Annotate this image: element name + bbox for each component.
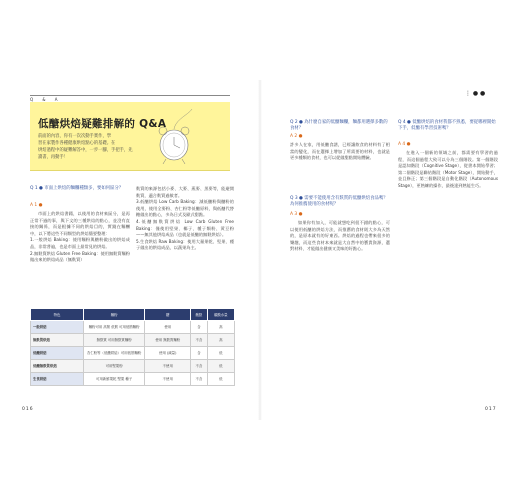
table-row xyxy=(31,321,235,334)
table-cell: 不使用 xyxy=(145,373,191,386)
table-cell: 高 xyxy=(207,334,234,347)
table-cell: 低醣烘焙 xyxy=(31,347,84,360)
table-cell: 使用 xyxy=(145,321,191,334)
table-cell: 可用新鮮果乾 堅果 種子 xyxy=(84,373,145,386)
question-1: Q 1 ● 市面上烘焙的麵糰種類多，要如何區分？ xyxy=(30,186,124,191)
table-row xyxy=(31,347,235,360)
column-header: 飽麩 xyxy=(191,309,207,321)
paragraph: 4.低醣無麩質烘焙 Low Carb Gluten Free Baking：僅使用堅果、椰子、種子類粉、黃豆粉——無其他烘焙成品（也就是低醣的無麩烘焙）。 xyxy=(136,218,234,238)
table-cell: 杏仁粉等（低醣烘焙）可用低筋麵粉 xyxy=(84,347,145,360)
table-cell: 不含 xyxy=(191,373,207,386)
table-cell: 無麩質烘焙 xyxy=(31,334,84,347)
table-cell: 含 xyxy=(191,347,207,360)
column-header: 麵粉 xyxy=(84,309,145,321)
answer-2-text: 許多人在家，用低醣食譜，已經讓飲食的材料有了相當的變化，而在選擇上增加了所需要的材料，也就是更多種類的食材，也可以從做甜點開始體驗。 xyxy=(290,142,390,161)
intro-line: 烘焙過程中的疑難解答中，一步一腳，手把手，先 xyxy=(38,148,133,153)
column-header: 特色 xyxy=(31,309,84,321)
intro-line: 讀書，再動手！ xyxy=(38,155,69,160)
answer-4-text: 在進入一個新的領域之前，都需要有學習的過程，而這個過程大致可以分為三個階段。第一個階段是認知階段（Cognitive Stage），從書本開始學習；第二個階段是聯結階段（Motor Stage），開始動手，並且修正；第三個階段是自動化階段（Autonomous Stage），更熟練的操作，最後達到熟能生巧。 xyxy=(398,150,498,188)
table-cell: 生食烘焙 xyxy=(31,373,84,386)
intro-line: 習在家製作各種健康烘焙點心的基礎。在 xyxy=(38,141,116,146)
table-cell: 高 xyxy=(207,321,234,334)
table-cell: 低 xyxy=(207,373,234,386)
alarm-clock-illustration xyxy=(148,105,200,167)
table-cell: 低醣無麩質烘焙 xyxy=(31,360,84,373)
intro-line: 前面的內容，你有一次次動手實作，學 xyxy=(38,134,112,139)
column-2 xyxy=(136,186,234,252)
paragraph: 1.一般烘焙 Baking：使用麵粉與糖粉做出的烘焙成品，非常普遍，也是市面上最常見的烘焙。 xyxy=(30,237,130,249)
table-row xyxy=(31,360,235,373)
header-marks xyxy=(465,90,485,97)
answer-4-tag: A 4 ● xyxy=(398,142,411,147)
table-cell: 不使用 xyxy=(145,360,191,373)
column-header: 碳酸水量 xyxy=(207,309,234,321)
header-marks-text: ⋮ ● ● xyxy=(465,90,486,97)
book-spine xyxy=(258,80,262,420)
page-number-left: 016 xyxy=(22,407,34,412)
baking-comparison-table xyxy=(30,308,235,386)
table-cell: 低 xyxy=(207,347,234,360)
paragraph: 3.低醣烘焙 Low Carb Baking：減低醣粉與醣粉的使用，使用全麥粉、杏仁粉等低醣原料，與低醣代替糖做出的點心，多為日式及歐式甜點。 xyxy=(136,199,234,218)
right-page xyxy=(260,0,520,500)
intro-text xyxy=(38,133,153,161)
question-2: Q 2 ● 為什麼自家的低醣麵糰，麵都用選擇多數的食材？ xyxy=(290,120,388,132)
paragraph: 麩質的來源包括小麥、大麥、燕麥、黑麥等，能避開麩質，適合麩質過敏者。 xyxy=(136,186,234,198)
page-title: 低醣烘焙疑難排解的 Q&A xyxy=(38,118,167,130)
table-row xyxy=(31,334,235,347)
table-cell: 含 xyxy=(191,321,207,334)
page-number-right: 017 xyxy=(485,407,497,412)
table-cell: 使用 無麩質麵粉 xyxy=(145,334,191,347)
paragraph: 市面上的烘焙書籍，以使用的食材來區分，是再正常不過的事，與下文的三種烘焙的點心，並沒有直接的關係，而是根據不同的烘焙目的，實踐在麵糰中，以下將這些不同類型的烘焙簡要整理： xyxy=(30,211,130,236)
answer-3-tag: A 3 ● xyxy=(290,212,303,217)
question-3: Q 3 ● 需要不能使用含有麩質的低醣烘焙食品嗎？為何推薦使用的食材呢？ xyxy=(290,196,388,208)
column-header: 糖 xyxy=(145,309,191,321)
answer-1-tag: A 1 ● xyxy=(30,203,43,208)
answer-2-tag: A 2 ● xyxy=(290,134,303,139)
column-1 xyxy=(30,211,130,264)
paragraph: 2.無麩質烘焙 Gluten Free Baking：使用無麩質麵粉做出來的烘焙成品（無麩質） xyxy=(30,250,130,263)
table-header-row xyxy=(31,309,235,321)
table-row xyxy=(31,373,235,386)
table-cell: 麵粉可用 高筋 低筋 可用低筋麵粉 xyxy=(84,321,145,334)
table-cell: 不含 xyxy=(191,334,207,347)
answer-3-text: 如果你有加入，可能就想吃到很不錯的點心，可以使用低醣的烘焙方法，而推薦的食材則大多為天然的，是原本就有的好東西。烘焙的過程也帶來很多的樂趣，而這些食材本來就是大自然中的寶貴資源，選對材料、才能做出健康又美味的好點心。 xyxy=(290,220,390,252)
paragraph: 5.生食烘焙 Raw Baking：使用大量果乾、堅果、種子做出的烘焙成品，以蔬果為主。 xyxy=(136,238,234,251)
question-4: Q 4 ● 低醣烘焙的食材我都不熟悉，要從哪裡開始下手，低醣有學習技術嗎？ xyxy=(398,120,496,132)
table-cell: 不含 xyxy=(191,360,207,373)
table-cell: 一般烘焙 xyxy=(31,321,84,334)
table-cell: 無麩質 可用無麩質麵粉 xyxy=(84,334,145,347)
qa-strip-label: Q & A xyxy=(30,97,62,102)
table-cell: 使用 (減量) xyxy=(145,347,191,360)
table-cell: 可用堅果粉 xyxy=(84,360,145,373)
table-cell: 低 xyxy=(207,360,234,373)
